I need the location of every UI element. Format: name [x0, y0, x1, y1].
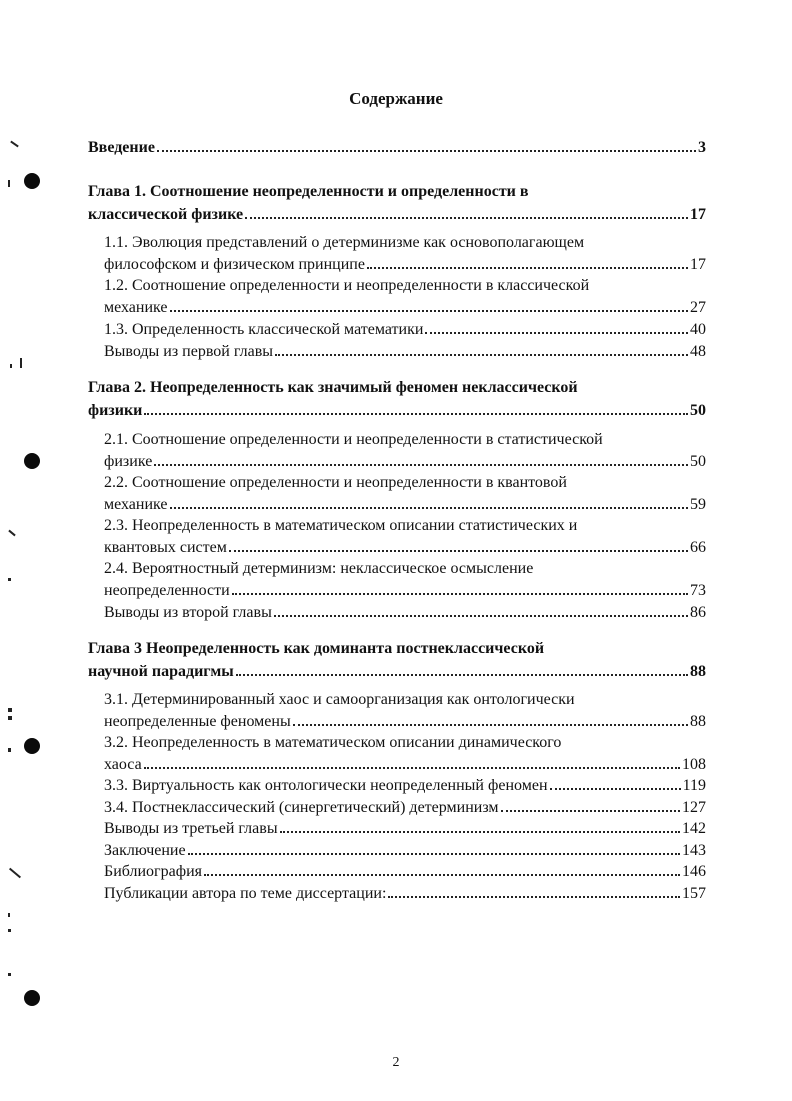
dot-leader: [388, 895, 680, 898]
scan-mark: [20, 358, 22, 368]
toc-entry-label: неопределенные феномены: [104, 713, 291, 730]
toc-page-number: 59: [690, 496, 706, 513]
toc-entry-2-1: [104, 453, 706, 471]
toc-entry-2-4: [104, 582, 706, 600]
toc-page-number: 86: [690, 604, 706, 621]
toc-entry-label: квантовых систем: [104, 539, 227, 556]
toc-entry-2-1-line1: 2.1. Соотношение определенности и неопределенности в статистической: [104, 431, 603, 448]
toc-entry-bibliography: [104, 863, 706, 881]
toc-entry-chapter-3: [88, 663, 706, 681]
toc-page-number: 88: [690, 663, 706, 680]
toc-entry-label: неопределенности: [104, 582, 230, 599]
page-number: 2: [392, 1055, 400, 1070]
scan-mark: [10, 364, 12, 368]
scan-mark: [8, 748, 11, 752]
toc-page-number: 73: [690, 582, 706, 599]
toc-page-number: 108: [682, 756, 706, 773]
scan-mark: [9, 868, 21, 879]
toc-entry-2-4-line1: 2.4. Вероятностный детерминизм: неклассическое осмысление: [104, 560, 534, 577]
toc-page-number: 17: [690, 206, 706, 223]
scan-mark: [8, 913, 10, 917]
toc-entry-3-4: [104, 799, 706, 817]
toc-entry-chapter-1: [88, 206, 706, 224]
dot-leader: [274, 614, 688, 617]
toc-entry-label: механике: [104, 496, 168, 513]
toc-entry-2-3: [104, 539, 706, 557]
scan-mark: [8, 929, 11, 932]
toc-page-number: 127: [682, 799, 706, 816]
toc-page-number: 50: [690, 453, 706, 470]
dot-leader: [232, 592, 688, 595]
chapter-3-heading: Глава 3 Неопределенность как доминанта постнеклассической: [88, 640, 545, 657]
scan-mark: [10, 141, 19, 148]
toc-page-number: 3: [698, 139, 706, 156]
toc-entry-label: 3.3. Виртуальность как онтологически неопределенный феномен: [104, 777, 548, 794]
toc-page-number: 40: [690, 321, 706, 338]
toc-entry-label: Библиография: [104, 863, 202, 880]
binder-hole: [24, 738, 40, 754]
toc-entry-label: физике: [104, 453, 153, 470]
toc-entry-ch3-conclusions: [104, 820, 706, 838]
toc-entry-label: Заключение: [104, 842, 186, 859]
toc-entry-label: хаоса: [104, 756, 142, 773]
toc-entry-1-1: [104, 256, 706, 274]
toc-entry-label: 1.3. Определенность классической математики: [104, 321, 424, 338]
toc-entry-3-1: [104, 713, 706, 731]
dot-leader: [367, 266, 688, 269]
toc-entry-chapter-2: [88, 402, 706, 420]
toc-entry-label: классической физике: [88, 206, 244, 223]
dot-leader: [275, 353, 688, 356]
toc-page-number: 88: [690, 713, 706, 730]
dot-leader: [236, 673, 688, 676]
toc-entry-label: Введение: [88, 139, 155, 156]
chapter-1-heading: Глава 1. Соотношение неопределенности и определенности в: [88, 183, 529, 200]
dot-leader: [501, 809, 680, 812]
scan-mark: [8, 180, 10, 187]
toc-entry-ch2-conclusions: [104, 604, 706, 622]
dot-leader: [229, 549, 688, 552]
dot-leader: [204, 873, 680, 876]
toc-entry-3-1-line1: 3.1. Детерминированный хаос и самоорганизация как онтологически: [104, 691, 575, 708]
toc-page-number: 157: [682, 885, 706, 902]
scan-mark: [8, 973, 11, 976]
toc-entry-1-1-line1: 1.1. Эволюция представлений о детерминизме как основополагающем: [104, 234, 585, 251]
dot-leader: [157, 149, 696, 152]
scan-mark: [8, 578, 11, 581]
dot-leader: [280, 830, 680, 833]
toc-entry-2-2: [104, 496, 706, 514]
toc-page-number: 119: [682, 777, 706, 794]
binder-hole: [24, 453, 40, 469]
toc-entry-1-3: [104, 321, 706, 339]
toc-page-number: 27: [690, 299, 706, 316]
scan-mark: [8, 530, 15, 537]
dot-leader: [293, 723, 688, 726]
toc-entry-2-3-line1: 2.3. Неопределенность в математическом описании статистических и: [104, 517, 578, 534]
toc-entry-ch1-conclusions: [104, 343, 706, 361]
dot-leader: [188, 852, 680, 855]
toc-entry-3-2: [104, 756, 706, 774]
toc-page-number: 48: [690, 343, 706, 360]
toc-page-number: 50: [690, 402, 706, 419]
toc-entry-label: Выводы из третьей главы: [104, 820, 278, 837]
dot-leader: [154, 463, 688, 466]
toc-entry-2-2-line1: 2.2. Соотношение определенности и неопределенности в квантовой: [104, 474, 567, 491]
toc-entry-publications: [104, 885, 706, 903]
dot-leader: [245, 216, 688, 219]
toc-entry-3-2-line1: 3.2. Неопределенность в математическом описании динамического: [104, 734, 562, 751]
dot-leader: [144, 412, 688, 415]
scan-mark: [8, 708, 12, 712]
toc-entry-label: 3.4. Постнеклассический (синергетический) детерминизм: [104, 799, 499, 816]
dot-leader: [425, 331, 688, 334]
toc-entry-conclusion: [104, 842, 706, 860]
toc-entry-label: научной парадигмы: [88, 663, 234, 680]
binder-hole: [24, 173, 40, 189]
toc-entry-label: Публикации автора по теме диссертации:: [104, 885, 387, 902]
dot-leader: [170, 309, 688, 312]
page-title: Содержание: [349, 89, 443, 108]
toc-entry-intro: [88, 139, 706, 157]
toc-entry-label: Выводы из второй главы: [104, 604, 272, 621]
chapter-2-heading: Глава 2. Неопределенность как значимый феномен неклассической: [88, 379, 578, 396]
toc-page-number: 17: [690, 256, 706, 273]
toc-entry-label: механике: [104, 299, 168, 316]
dot-leader: [550, 787, 681, 790]
dot-leader: [144, 766, 680, 769]
toc-page-number: 66: [690, 539, 706, 556]
binder-hole: [24, 990, 40, 1006]
toc-entry-3-3: [104, 777, 706, 795]
toc-entry-1-2: [104, 299, 706, 317]
dot-leader: [170, 506, 688, 509]
toc-entry-1-2-line1: 1.2. Соотношение определенности и неопределенности в классической: [104, 277, 590, 294]
toc-entry-label: Выводы из первой главы: [104, 343, 273, 360]
toc-page-number: 146: [682, 863, 706, 880]
toc-page-number: 142: [682, 820, 706, 837]
toc-entry-label: философском и физическом принципе: [104, 256, 365, 273]
scan-mark: [8, 716, 12, 720]
toc-page-number: 143: [682, 842, 706, 859]
toc-entry-label: физики: [88, 402, 143, 419]
